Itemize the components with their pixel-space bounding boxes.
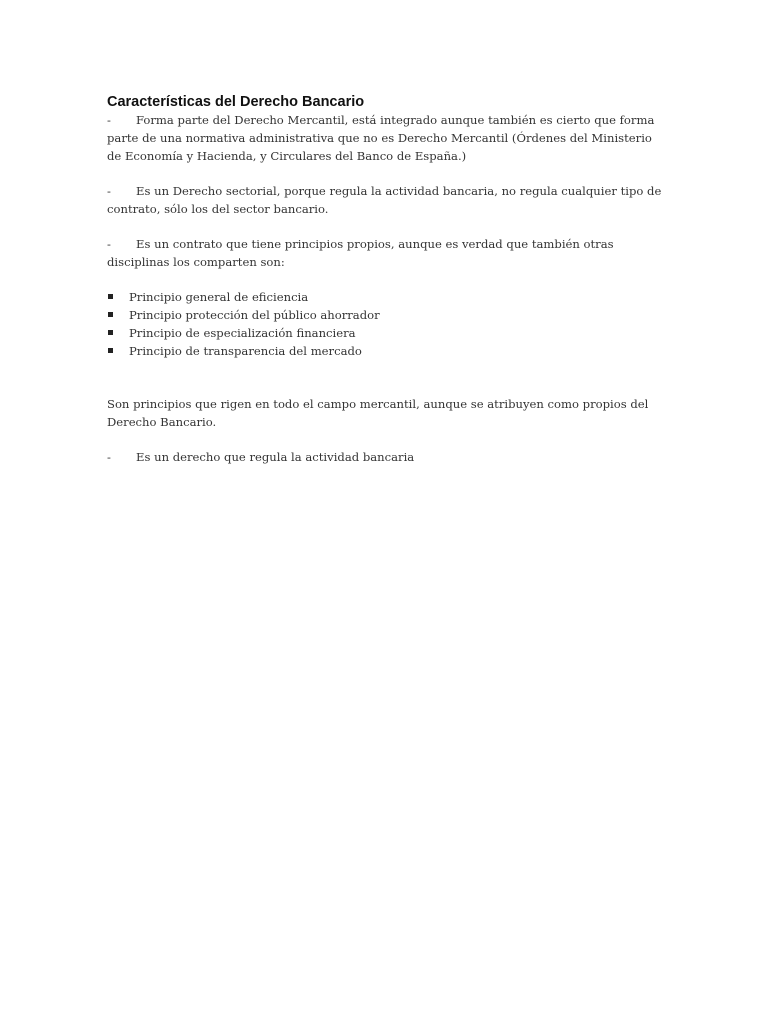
square-bullet-icon	[108, 312, 113, 317]
spacer	[107, 271, 667, 288]
list-item-text: Principio protección del público ahorrador	[129, 308, 380, 322]
list-item	[107, 288, 667, 306]
spacer	[107, 165, 667, 182]
principles-list	[107, 288, 667, 360]
dash-marker: -	[107, 184, 111, 198]
square-bullet-icon	[108, 294, 113, 299]
list-item-text: Principio general de eficiencia	[129, 290, 309, 304]
dash-item-2-text: Es un Derecho sectorial, porque regula la actividad bancaria, no regula cualquier tipo de contrato, sólo los del sector bancario.	[107, 184, 662, 216]
dash-item-4-text: Es un derecho que regula la actividad bancaria	[136, 450, 415, 464]
summary-paragraph: Son principios que rigen en todo el campo mercantil, aunque se atribuyen como propios del Derecho Bancario.	[107, 397, 649, 429]
dash-marker: -	[107, 113, 111, 127]
list-item	[107, 306, 667, 324]
square-bullet-icon	[108, 330, 113, 335]
list-item-text: Principio de especialización financiera	[129, 326, 356, 340]
dash-item-2	[107, 182, 667, 218]
document-body	[107, 93, 667, 466]
spacer	[107, 360, 667, 395]
spacer	[107, 431, 667, 448]
list-item	[107, 324, 667, 342]
square-bullet-icon	[108, 348, 113, 353]
dash-item-1-text: Forma parte del Derecho Mercantil, está integrado aunque también es cierto que forma parte de una normativa administrativa que no es Derecho Mercantil (Órdenes del Ministerio de Economía y Hacienda, y Circulares del Banco de España.)	[107, 113, 655, 163]
dash-item-1	[107, 111, 667, 165]
dash-item-3	[107, 235, 667, 271]
spacer	[107, 218, 667, 235]
dash-marker: -	[107, 237, 111, 251]
dash-item-4	[107, 448, 667, 466]
list-item	[107, 342, 667, 360]
dash-item-3-text: Es un contrato que tiene principios propios, aunque es verdad que también otras disciplinas los comparten son:	[107, 237, 614, 269]
dash-marker: -	[107, 450, 111, 464]
document-title: Características del Derecho Bancario	[107, 94, 365, 110]
list-item-text: Principio de transparencia del mercado	[129, 344, 362, 358]
